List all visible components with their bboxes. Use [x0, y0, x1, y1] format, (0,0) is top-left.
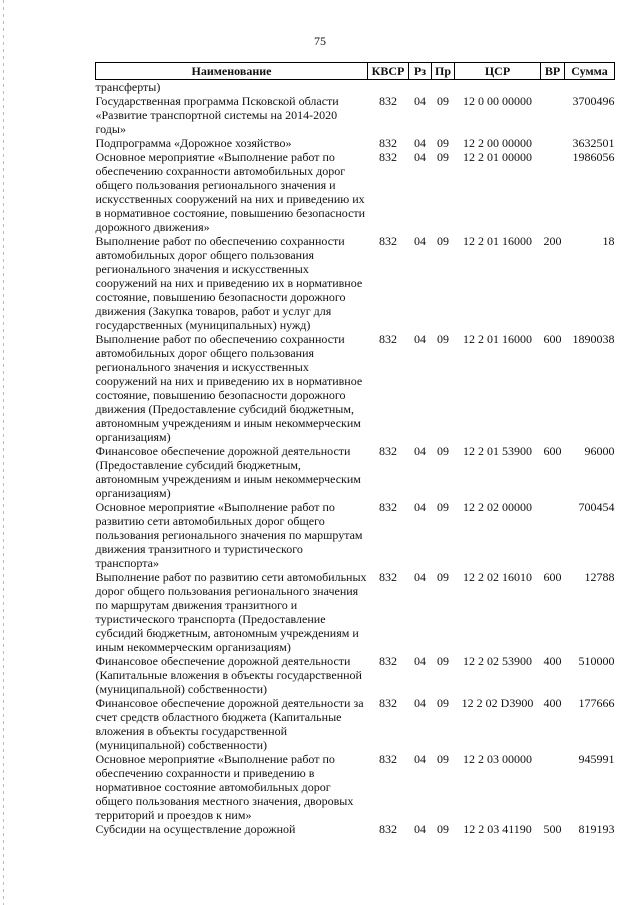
- table-row: [96, 332, 615, 444]
- cell-csr: 12 2 00 00000: [463, 136, 532, 150]
- cell-sum: [565, 80, 615, 95]
- cell-csr: 12 2 03 00000: [463, 752, 532, 766]
- cell-name: Выполнение работ по обеспечению сохранности автомобильных дорог общего пользования регионального значения и искусственных сооружений на них и приведению их в нормативное состояние, повышению безопасности дорожного движения (Закупка товаров, работ и услуг для государственных (муниципальных) нужд): [95, 234, 363, 332]
- cell-kvsr: 832: [379, 332, 397, 346]
- table-row: [96, 234, 615, 332]
- cell-kvsr: 832: [379, 752, 397, 766]
- table-body: [96, 80, 615, 837]
- budget-table: [95, 62, 615, 836]
- cell-rz: 04: [414, 94, 426, 108]
- table-row: [96, 570, 615, 654]
- cell-pr: 09: [437, 822, 449, 836]
- cell-name: Финансовое обеспечение дорожной деятельности (Капитальные вложения в объекты государственной (муниципальной) собственности): [95, 654, 362, 696]
- cell-sum: 177666: [578, 696, 615, 710]
- cell-kvsr: 832: [379, 570, 397, 584]
- cell-vr: [541, 752, 565, 822]
- cell-pr: 09: [437, 150, 449, 164]
- cell-vr: [541, 500, 565, 570]
- table-row: [96, 654, 615, 696]
- header-kvsr: КВСР: [368, 63, 409, 80]
- cell-sum: 3700496: [572, 94, 615, 108]
- cell-kvsr: 832: [379, 150, 397, 164]
- cell-sum: 12788: [584, 570, 615, 584]
- cell-vr: 500: [543, 822, 562, 836]
- cell-pr: 09: [437, 444, 449, 458]
- cell-name: трансферты): [95, 80, 161, 94]
- cell-rz: 04: [414, 500, 426, 514]
- cell-kvsr: 832: [379, 822, 397, 836]
- cell-name: Финансовое обеспечение дорожной деятельности за счет средств областного бюджета (Капитальные вложения в объекты государственной (муниципальной) собственности): [95, 696, 364, 752]
- header-name: Наименование: [96, 63, 368, 80]
- cell-vr: 400: [543, 654, 562, 668]
- cell-pr: 09: [437, 94, 449, 108]
- cell-sum: 96000: [584, 444, 615, 458]
- cell-csr: 12 2 01 16000: [463, 234, 532, 248]
- cell-vr: [541, 80, 565, 95]
- cell-csr: 12 0 00 00000: [463, 94, 532, 108]
- cell-name: Субсидии на осуществление дорожной: [95, 822, 296, 836]
- cell-rz: 04: [414, 570, 426, 584]
- scan-edge: [3, 0, 4, 905]
- cell-sum: 700454: [578, 500, 615, 514]
- cell-sum: 510000: [578, 654, 615, 668]
- cell-sum: 945991: [578, 752, 615, 766]
- cell-pr: 09: [437, 136, 449, 150]
- cell-pr: 09: [437, 500, 449, 514]
- table-row: [96, 822, 615, 836]
- cell-vr: 600: [543, 444, 562, 458]
- table-row: [96, 136, 615, 150]
- cell-kvsr: 832: [379, 94, 397, 108]
- cell-kvsr: 832: [379, 444, 397, 458]
- cell-csr: 12 2 01 53900: [463, 444, 532, 458]
- table-row: [96, 150, 615, 234]
- cell-sum: 1890038: [572, 332, 615, 346]
- cell-vr: 200: [543, 234, 562, 248]
- header-vr: ВР: [541, 63, 565, 80]
- table-row: [96, 696, 615, 752]
- cell-csr: 12 2 02 D3900: [461, 696, 534, 710]
- cell-pr: 09: [437, 696, 449, 710]
- cell-rz: 04: [414, 150, 426, 164]
- cell-sum: 819193: [578, 822, 615, 836]
- cell-vr: [541, 136, 565, 150]
- cell-csr: 12 2 02 53900: [463, 654, 532, 668]
- cell-pr: 09: [437, 752, 449, 766]
- table-row: [96, 94, 615, 136]
- cell-vr: 400: [543, 696, 562, 710]
- cell-csr: 12 2 01 16000: [463, 332, 532, 346]
- cell-csr: 12 2 02 00000: [463, 500, 532, 514]
- cell-name: Выполнение работ по развитию сети автомобильных дорог общего пользования регионального значения по маршрутам движения транзитного и туристического транспорта (Предоставление субсидий бюджетным, автономным учреждениям и иным некоммерческим организациям): [95, 570, 367, 654]
- page-number: 75: [314, 34, 326, 48]
- cell-kvsr: 832: [379, 696, 397, 710]
- cell-sum: 1986056: [572, 150, 615, 164]
- cell-rz: 04: [414, 752, 426, 766]
- cell-name: Финансовое обеспечение дорожной деятельности (Предоставление субсидий бюджетным, автономным учреждениям и иным некоммерческим организациям): [95, 444, 361, 500]
- cell-sum: 18: [602, 234, 615, 248]
- cell-kvsr: 832: [379, 136, 397, 150]
- header-sum: Сумма: [565, 63, 615, 80]
- cell-kvsr: 832: [379, 500, 397, 514]
- cell-name: Подпрограмма «Дорожное хозяйство»: [95, 136, 292, 150]
- cell-pr: 09: [437, 332, 449, 346]
- cell-rz: 04: [414, 332, 426, 346]
- cell-rz: 04: [414, 696, 426, 710]
- cell-pr: [432, 80, 455, 95]
- cell-pr: 09: [437, 234, 449, 248]
- cell-rz: 04: [414, 822, 426, 836]
- cell-kvsr: 832: [379, 654, 397, 668]
- cell-csr: 12 2 02 16010: [463, 570, 532, 584]
- cell-name: Государственная программа Псковской области «Развитие транспортной системы на 2014-2020 годы»: [95, 94, 339, 136]
- cell-kvsr: 832: [379, 234, 397, 248]
- cell-name: Основное мероприятие «Выполнение работ по развитию сети автомобильных дорог общего пользования регионального значения по маршрутам движения транзитного и туристического транспорта»: [95, 500, 363, 570]
- cell-kvsr: [368, 80, 409, 95]
- cell-rz: [409, 80, 432, 95]
- table-row: [96, 80, 615, 95]
- cell-pr: 09: [437, 570, 449, 584]
- cell-rz: 04: [414, 444, 426, 458]
- table-row: [96, 500, 615, 570]
- table-header-row: [96, 63, 615, 80]
- cell-vr: 600: [543, 570, 562, 584]
- table-row: [96, 444, 615, 500]
- cell-sum: 3632501: [572, 136, 615, 150]
- table-row: [96, 752, 615, 822]
- cell-csr: 12 2 03 41190: [463, 822, 532, 836]
- cell-pr: 09: [437, 654, 449, 668]
- cell-name: Основное мероприятие «Выполнение работ по обеспечению сохранности автомобильных дорог общего пользования регионального значения и искусственных сооружений на них и приведению их в нормативное состояние, повышению безопасности дорожного движения»: [95, 150, 366, 234]
- cell-vr: [541, 150, 565, 234]
- cell-csr: 12 2 01 00000: [463, 150, 532, 164]
- cell-vr: [541, 94, 565, 136]
- cell-rz: 04: [414, 234, 426, 248]
- header-rz: Рз: [409, 63, 432, 80]
- header-csr: ЦСР: [455, 63, 541, 80]
- cell-rz: 04: [414, 654, 426, 668]
- cell-csr: [455, 80, 541, 95]
- cell-vr: 600: [543, 332, 562, 346]
- cell-name: Выполнение работ по обеспечению сохранности автомобильных дорог общего пользования регионального значения и искусственных сооружений на них и приведению их в нормативное состояние, повышению безопасности дорожного движения (Предоставление субсидий бюджетным, автономным учреждениям и иным некоммерческим организациям): [95, 332, 363, 444]
- header-pr: Пр: [432, 63, 455, 80]
- cell-name: Основное мероприятие «Выполнение работ по обеспечению сохранности и приведению в нормативное состояние автомобильных дорог общего пользования местного значения, дворовых территорий и проездов к ним»: [95, 752, 354, 822]
- cell-rz: 04: [414, 136, 426, 150]
